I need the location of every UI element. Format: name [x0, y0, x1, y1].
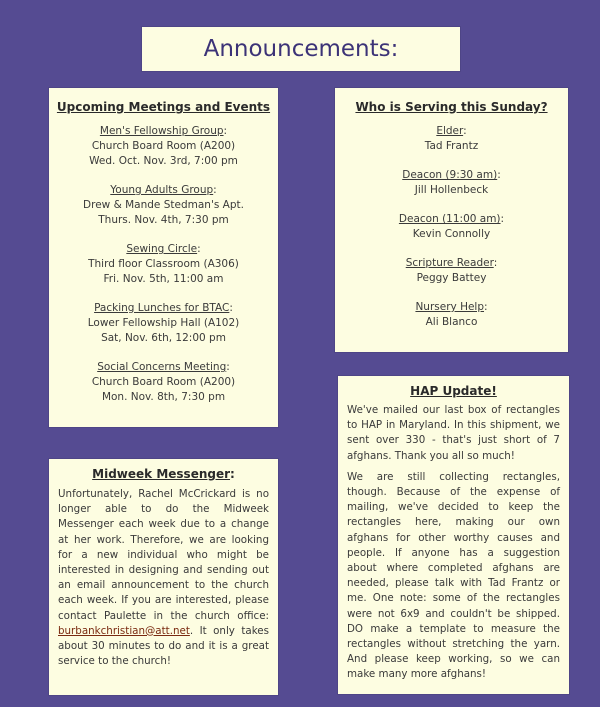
serving-role-suffix: : [463, 125, 467, 137]
event-time: Mon. Nov. 8th, 7:30 pm [101, 391, 226, 403]
hap-paragraph-1: We've mailed our last box of rectangles to HAP in Maryland. In this shipment, we sent over 330 - that's just short of 7 afghans. Thank you all so much! [347, 404, 560, 462]
serving-role-suffix: : [500, 213, 505, 225]
serving-role: Nursery Help [415, 301, 485, 313]
hap-paragraph-2: We are still collecting rectangles, though. Because of the expense of mailing, we've decided to keep the rectangles here, making our own afghans for other worthy causes and people. If anyone has a suggestion about where completed afghans are needed, please talk with Tad Frantz or me. One note: some of the rectangles were not 6x9 and couldn't be shipped. DO make a template to measure the rectangles without stretching the yarn. And please keep working, so we can make many more afghans! [347, 470, 560, 681]
serving-role-suffix: : [493, 257, 498, 269]
event-name-suffix: : [223, 125, 228, 137]
event-name-suffix: : [229, 302, 233, 314]
event-place: Church Board Room (A200) [91, 140, 236, 152]
serving-person: Tad Frantz [424, 140, 479, 152]
event-item [49, 301, 278, 346]
serving-role: Elder [436, 125, 464, 137]
midweek-messenger-panel [49, 459, 278, 695]
serving-item [335, 300, 568, 330]
serving-role-suffix: : [497, 169, 501, 181]
hap-update-panel [338, 376, 569, 694]
event-name: Men's Fellowship Group [99, 125, 224, 137]
event-name: Young Adults Group [110, 184, 214, 196]
event-name: Sewing Circle [126, 243, 198, 255]
meetings-panel [49, 88, 278, 427]
event-time: Wed. Oct. Nov. 3rd, 7:00 pm [89, 155, 238, 167]
midweek-body-text: Unfortunately, Rachel McCrickard is no longer able to do the Midweek Messenger each week due to a change at her work. Therefore, we are looking for a new individual who might be interested in designing and sending out an email announcement to the church each week. If you are interested, please contact Paulette in the church office: [58, 488, 269, 622]
event-name: Packing Lunches for BTAC [94, 302, 230, 314]
serving-item [335, 212, 568, 242]
page-title: Announcements: [203, 36, 399, 62]
serving-panel [335, 88, 568, 352]
midweek-heading-suffix: : [230, 467, 235, 481]
event-item [49, 124, 278, 169]
hap-heading: HAP Update! [410, 384, 497, 398]
event-name-suffix: : [213, 184, 217, 196]
meetings-heading: Upcoming Meetings and Events [56, 100, 271, 114]
serving-role: Scripture Reader [405, 257, 494, 269]
serving-role-suffix: : [484, 301, 488, 313]
event-place: Lower Fellowship Hall (A102) [87, 317, 240, 329]
serving-person: Kevin Connolly [412, 228, 491, 240]
email-link[interactable]: burbankchristian@att.net [58, 624, 190, 637]
event-name-suffix: : [226, 361, 230, 373]
event-name: Social Concerns Meeting [97, 361, 227, 373]
event-time: Fri. Nov. 5th, 11:00 am [103, 273, 224, 285]
event-name-suffix: : [197, 243, 201, 255]
midweek-heading: Midweek Messenger [92, 467, 231, 481]
serving-role: Deacon (9:30 am) [402, 169, 498, 181]
serving-item [335, 256, 568, 286]
serving-person: Ali Blanco [425, 316, 478, 328]
serving-role: Deacon (11:00 am) [398, 213, 501, 225]
announcements-title-box [142, 27, 460, 71]
midweek-body-end: . It only takes about 30 minutes to do and it is a great service to the church! [58, 624, 269, 668]
event-item [49, 242, 278, 287]
event-place: Church Board Room (A200) [91, 376, 236, 388]
midweek-heading-row [58, 467, 269, 481]
event-item [49, 183, 278, 228]
serving-item [335, 124, 568, 154]
event-place: Third floor Classroom (A306) [88, 258, 239, 270]
serving-item [335, 168, 568, 198]
serving-heading: Who is Serving this Sunday? [355, 100, 548, 114]
serving-person: Jill Hollenbeck [414, 184, 489, 196]
midweek-body [58, 487, 269, 669]
event-item [49, 360, 278, 405]
event-time: Thurs. Nov. 4th, 7:30 pm [98, 214, 229, 226]
serving-person: Peggy Battey [416, 272, 487, 284]
event-time: Sat, Nov. 6th, 12:00 pm [101, 332, 226, 344]
event-place: Drew & Mande Stedman's Apt. [83, 199, 244, 211]
